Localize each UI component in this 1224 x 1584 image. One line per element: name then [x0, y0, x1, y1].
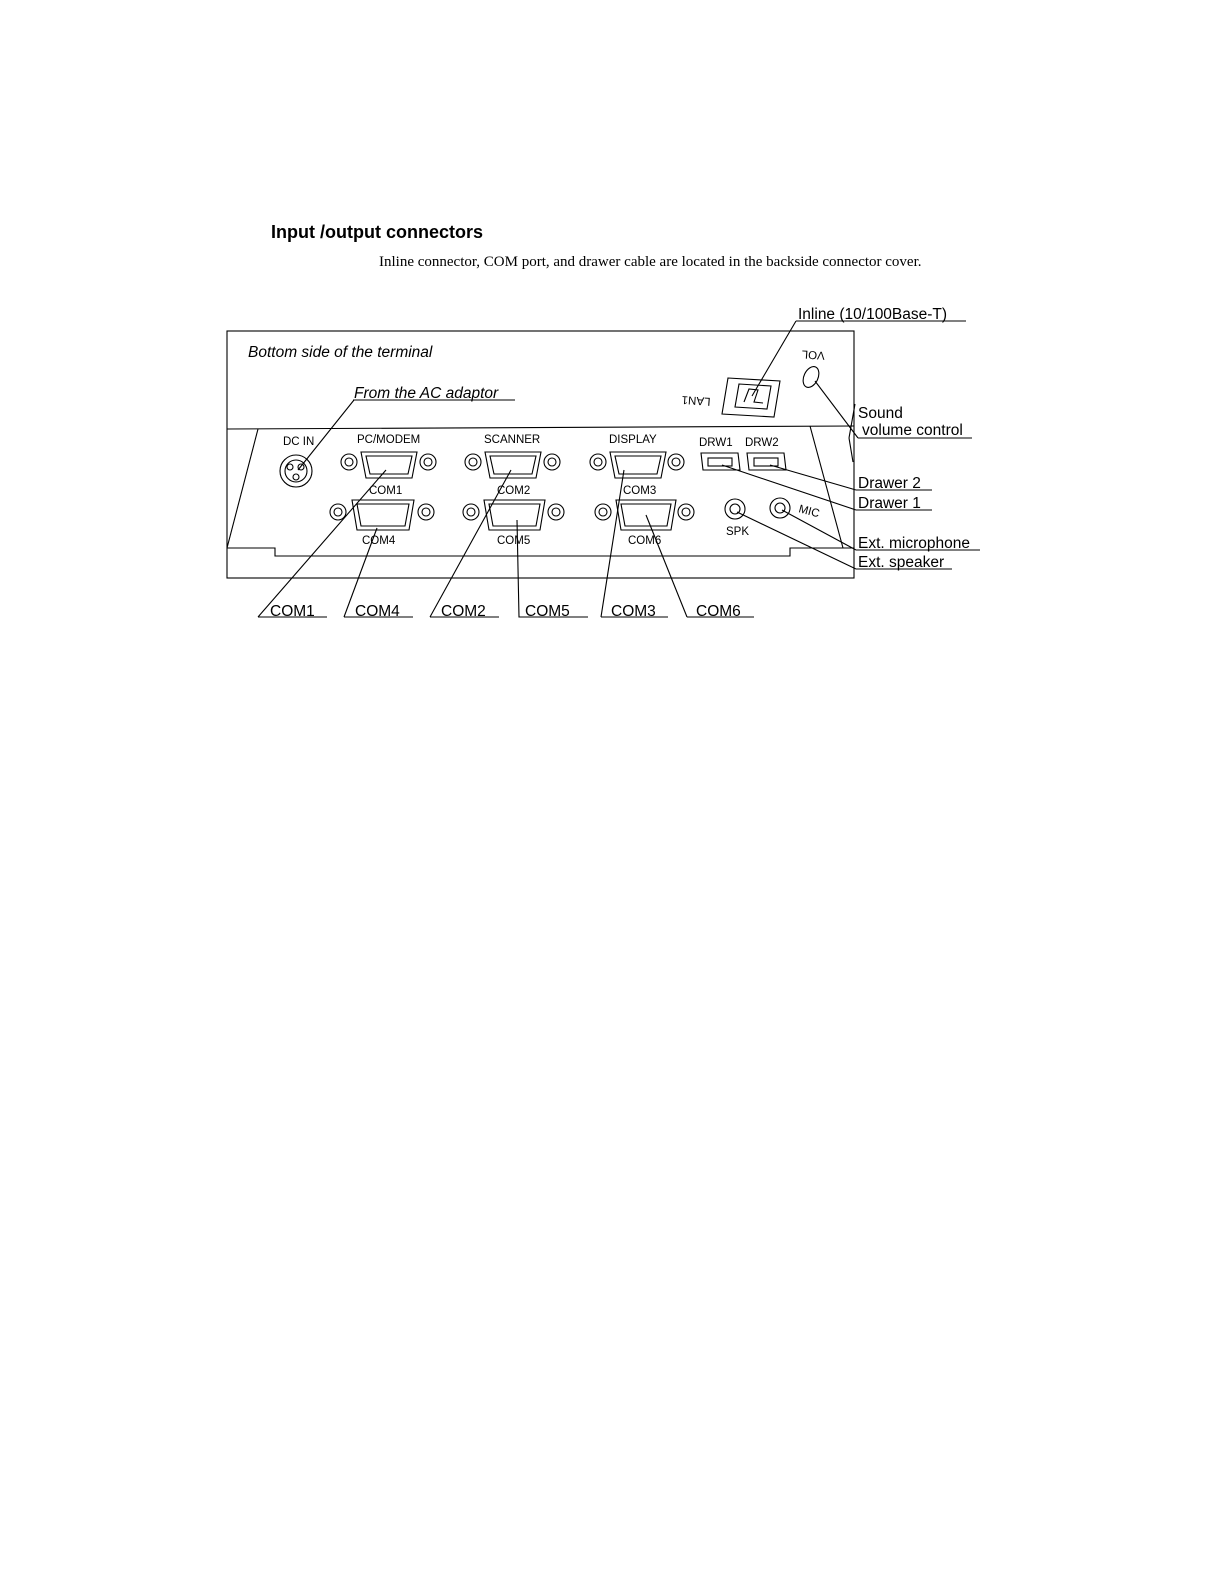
drawer1-label: Drawer 1	[858, 495, 921, 512]
com5-connector	[463, 500, 564, 530]
com4-port-label: COM4	[362, 535, 396, 547]
com1-port-label: COM1	[369, 485, 403, 497]
ac-adaptor-label: From the AC adaptor	[354, 385, 499, 402]
callout-com6: COM6	[696, 603, 741, 620]
ext-mic-leader	[782, 510, 856, 550]
inline-leader	[752, 321, 796, 396]
pc-modem-connector	[341, 452, 436, 478]
display-label: DISPLAY	[609, 434, 657, 446]
callout-com5: COM5	[525, 603, 570, 620]
mic-jack	[770, 498, 790, 518]
lan-mark: LAN1	[681, 393, 711, 407]
panel-caption: Bottom side of the terminal	[248, 344, 433, 361]
callout-com2: COM2	[441, 603, 486, 620]
inline-label: Inline (10/100Base-T)	[798, 306, 948, 323]
drw1-label: DRW1	[699, 437, 733, 449]
com4-connector	[330, 500, 434, 530]
pc-modem-label: PC/MODEM	[357, 434, 421, 446]
intro-text: Inline connector, COM port, and drawer cable are located in the backside connector cover.	[379, 254, 922, 270]
com5-port-label: COM5	[497, 535, 531, 547]
mic-label: MIC	[797, 503, 821, 521]
scanner-connector	[465, 452, 560, 478]
drawer2-label: Drawer 2	[858, 475, 921, 492]
drw2-label: DRW2	[745, 437, 779, 449]
callout-com3: COM3	[611, 603, 656, 620]
speaker-jack	[725, 499, 745, 519]
spk-label: SPK	[726, 526, 750, 538]
sound-label-line1: Sound	[858, 405, 903, 422]
ext-mic-label: Ext. microphone	[858, 535, 970, 552]
com2-port-label: COM2	[497, 485, 531, 497]
lan-port	[722, 378, 780, 417]
drawer2-leader	[770, 465, 856, 490]
display-connector	[590, 452, 684, 478]
scanner-label: SCANNER	[484, 434, 541, 446]
sound-leader	[815, 381, 858, 438]
page-title: Input /output connectors	[271, 222, 483, 242]
sound-label-line2: volume control	[862, 422, 963, 439]
com6-port-label: COM6	[628, 535, 662, 547]
com3-port-label: COM3	[623, 485, 657, 497]
dc-in-label: DC IN	[283, 436, 315, 448]
callout-com4: COM4	[355, 603, 400, 620]
ext-spk-label: Ext. speaker	[858, 554, 945, 571]
dc-in-jack	[280, 455, 312, 487]
sound-tick-lower	[849, 438, 853, 462]
drawer1-connector	[701, 453, 740, 470]
com6-connector	[595, 500, 694, 530]
vol-mark: VOL	[801, 347, 826, 361]
callout-com3-leader	[601, 470, 624, 617]
callout-com1: COM1	[270, 603, 315, 620]
